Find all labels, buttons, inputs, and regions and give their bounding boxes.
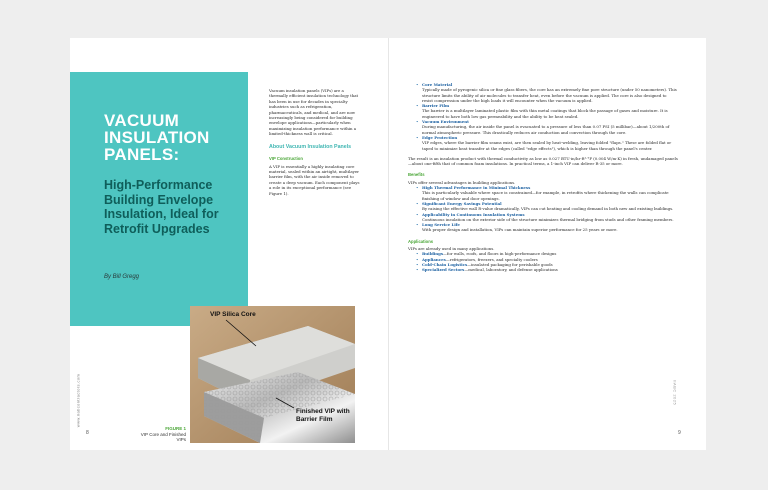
side-url: www.iiabcontractors.com <box>75 373 81 428</box>
component-title: Vacuum Environment <box>422 119 469 125</box>
right-column <box>408 82 678 273</box>
application-title: Appliances <box>422 256 446 262</box>
application-title: Cold-Chain Logistics <box>422 261 468 267</box>
bullet-icon: • <box>416 103 419 109</box>
byline: By Bill Gregg <box>104 274 140 280</box>
component-text: During manufacturing, the air inside the panel is evacuated to a pressure of less than 0.07 PSI (5 millibar)—about 1/200th of normal atmospheric pressure. This drastically reduces air conduction and convection through the core. <box>422 124 670 135</box>
photo-label-core: VIP Silica Core <box>210 311 256 318</box>
component-title: Edge Protection <box>422 134 458 140</box>
applications-intro: VIPs are already used in many applications. <box>408 246 495 252</box>
article-subtitle: High-Performance Building Envelope Insulation, Ideal for Retrofit Upgrades <box>104 178 219 236</box>
bullet-icon: • <box>416 261 419 267</box>
list-item <box>408 212 678 223</box>
bullet-icon: • <box>416 185 419 191</box>
result-paragraph: The result is an insulation product with thermal conductivity as low as 0.027 BTU·in/hr·ft²·°F (0.004 W/m·K) in fresh, undamaged panels—about one-fifth that of common foam insulations. In practical terms, a 1-inch VIP can deliver R-35 or more. <box>408 155 678 167</box>
figure-caption-text: VIP Core and Finished VIPs <box>140 431 186 442</box>
benefit-text: This is particularly valuable where space is constrained—for example, in retrofits where thickening the walls can complicate finishing of window and door openings. <box>422 190 669 201</box>
benefits-heading: Benefits <box>408 172 425 178</box>
bullet-icon: • <box>416 267 419 273</box>
benefit-text: By raising the effective wall R-value dramatically, VIPs can cut heating and cooling demand in both new and existing buildings. <box>422 206 674 212</box>
page-number-right: 9 <box>678 430 681 436</box>
bullet-icon: • <box>416 256 419 262</box>
benefit-title: High Thermal Performance in Minimal Thickness <box>422 185 531 191</box>
application-title: Buildings <box>422 251 444 257</box>
bullet-icon: • <box>416 222 419 228</box>
application-text: —for walls, roofs, and floors in high-performance designs <box>443 251 557 257</box>
application-title: Specialized Sectors <box>422 267 465 273</box>
benefit-text: With proper design and installation, VIPs can maintain superior performance for 25 years or more. <box>422 227 618 233</box>
intro-paragraph: Vacuum insulation panels (VIPs) are a thermally efficient insulation technology that has been in use for decades in specialty industries such as refrigeration, pharmaceuticals, and medical, and are now increasingly being considered for building envelope applications—particularly when maximizing insulation performance within a limited-thickness wall is critical. <box>269 88 359 137</box>
article-title: VACUUM INSULATION PANELS: <box>104 111 210 164</box>
construction-heading: VIP Construction <box>269 156 303 162</box>
benefit-title: Significant Energy Savings Potential <box>422 200 502 206</box>
component-text: VIP edges, where the barrier film seams exist, are then sealed by heat-welding, leaving folded "flaps." These are folded flat or taped to minimize heat transfer at the edges (called "edge effects"), which is higher than through the panel's center. <box>422 140 672 151</box>
application-text: —medical, laboratory, and defense applications <box>464 267 558 273</box>
figure-caption <box>138 426 186 443</box>
benefit-title: Long Service Life <box>422 222 460 228</box>
bullet-icon: • <box>416 251 419 257</box>
list-item <box>408 119 678 135</box>
about-heading: About Vacuum Insulation Panels <box>269 143 352 150</box>
list-item <box>408 267 678 272</box>
benefit-title: Applicability in Continuous Insulation Systems <box>422 211 525 217</box>
bullet-icon: • <box>416 200 419 206</box>
page-number-left: 8 <box>86 430 89 436</box>
photo-label-finished: Finished VIP with Barrier Film <box>296 408 350 423</box>
list-item <box>408 201 678 212</box>
list-item <box>408 185 678 201</box>
bullet-icon: • <box>416 119 419 125</box>
vip-photo <box>190 306 355 443</box>
component-title: Barrier Film <box>422 103 450 109</box>
list-item <box>408 135 678 151</box>
benefit-text: Continuous insulation on the exterior side of the structure minimizes thermal bridging from studs and other framing members. <box>422 216 674 222</box>
bullet-icon: • <box>416 134 419 140</box>
side-text: IIABC 2025 <box>672 379 678 406</box>
list-item <box>408 222 678 233</box>
application-text: —refrigerators, freezers, and specialty coolers <box>445 256 538 262</box>
right-page <box>388 38 706 450</box>
component-title: Core Material <box>422 82 453 87</box>
benefits-intro: VIPs offer several advantages in building applications. <box>408 179 516 185</box>
bullet-icon: • <box>416 211 419 217</box>
intro-column <box>269 88 361 201</box>
component-text: The barrier is a multilayer laminated plastic film with thin metal coatings that block the passage of gases and moisture. It is engineered to have both low gas permeability and the ability to be heat sealed. <box>422 108 668 119</box>
applications-heading: Applications <box>408 238 434 244</box>
component-text: Typically made of pyrogenic silica or fine glass fibers, the core has an extremely fine pore structure (under 50 nanometers). This structure limits the ability of air molecules to transfer heat, even before the vacuum is applied. The core is also designed to resist compression under the high loads it will encounter when the vacuum is applied. <box>422 87 677 103</box>
bullet-icon: • <box>416 82 419 87</box>
left-page <box>70 38 388 450</box>
figure-label: FIGURE 1 <box>165 426 186 431</box>
list-item <box>408 82 678 103</box>
construction-paragraph: A VIP is essentially a highly insulating core material, sealed within an airtight, multilayer barrier film, with the air inside removed to create a deep vacuum. Each component plays a role in its exceptional performance (see Figure 1). <box>269 163 360 196</box>
list-item <box>408 103 678 119</box>
application-text: —insulated packaging for perishable goods <box>467 261 553 267</box>
